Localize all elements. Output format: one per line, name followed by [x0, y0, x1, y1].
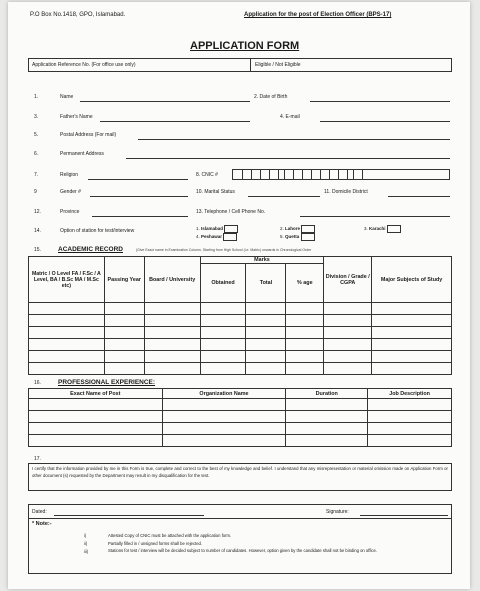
cnic-boxes[interactable] [232, 169, 450, 180]
signature-field[interactable] [360, 515, 448, 516]
father-name-field[interactable] [100, 121, 250, 122]
domicile-field[interactable] [388, 196, 450, 197]
province-label: Province [60, 209, 80, 215]
post-title: Application for the post of Election Officer (BPS-17) [244, 12, 392, 18]
father-name-label: Father's Name [60, 114, 93, 120]
form-title: APPLICATION FORM [190, 40, 300, 52]
religion-label: Religion [60, 172, 79, 178]
name-label: Name [60, 94, 74, 100]
dated-label: Dated: [32, 509, 47, 515]
email-label: 4. E-mail [280, 114, 300, 120]
declaration-box [28, 463, 452, 491]
gender-label: Gender # [60, 189, 81, 195]
table-row[interactable] [29, 399, 452, 411]
name-field[interactable] [80, 101, 250, 102]
table-row[interactable] [29, 315, 452, 327]
domicile-label: 11. Domicile District [324, 189, 368, 195]
signature-label: Signature: [326, 509, 349, 515]
reference-label: Application Reference No. (For office use only) [32, 62, 136, 68]
table-row[interactable] [29, 327, 452, 339]
academic-table: Matric / O Level FA / F.Sc / A Level, BA / B.Sc MA / M.Sc etc) Passing Year Board / University Marks Division / Grade / CGPA Major Subjects of Study Obtained Total % age [28, 256, 452, 375]
application-form-page: P.O Box No.1418, GPO, Islamabad. Application for the post of Election Officer (BPS-17) APPLICATION FORM Application Reference No. (For office use only) Eligible / Not Eligible 1. Name 2. Date of Birth 3. Father's Name 4. E-mail 5. Postal Address (For mail) 6. Permanent Address 7. Religion 8. CNIC # 9 Gender # 10. Marital Status 11. Domicile District 12. Province 13. Telephone / Cell Phone No. 14. Option of station for test/interview 1. Islamabad 4. Peshawar 2. Lahore 5. Quetta 3. Karachi 15. ACADEMIC RECORD (Give Exact name in Examination Column, Starting from High School (i.e. Matric) onwards in Chronological Order Matric / O Level FA / F.Sc / A Level, BA / B.Sc MA / M.Sc etc) Passing Year Board / University Marks Division / Grade / CGPA Major Subjects of Study Obtained Total % age 16. PROFESSIONAL EXPERIENCE: Exact Name of Post Organization Name Duration Job Description 17. I certify that the information provided by me in this Form is true, complete and correct to the best of my knowledge and belief. I understand that any misrepresentation or material omission made on Application Form or other document (s) requested by the Department may result in my disqualification for the test. Dated: Signature: * Note:- i) Attested Copy of CNIC must be attached with the application form. ii) Partially filled in / unsigned forms shall be rejected. iii) Stations for test / interview will be decided subject to number of candidates. However, option given by the candidate shall not be binding on office. [8, 2, 470, 589]
station-islamabad[interactable]: 1. Islamabad [196, 225, 238, 233]
marital-status-field[interactable] [248, 196, 320, 197]
province-field[interactable] [92, 216, 188, 217]
notes-box [28, 518, 452, 574]
academic-record-heading: ACADEMIC RECORD [58, 246, 123, 253]
academic-note: (Give Exact name in Examination Column, Starting from High School (i.e. Matric) onwards in Chronological Order [136, 248, 312, 252]
table-row[interactable] [29, 435, 452, 447]
table-row[interactable] [29, 351, 452, 363]
note-label: * Note:- [32, 521, 52, 527]
phone-field[interactable] [300, 216, 450, 217]
declaration-text: I certify that the information provided by me in this Form is true, complete and correct to the best of my knowledge and belief. I understand that any misrepresentation or material omission made on Application Form or other document (s) requested by the Department may result in my disqualification for the test. [32, 466, 448, 478]
station-karachi[interactable]: 3. Karachi [364, 225, 401, 233]
religion-field[interactable] [88, 179, 188, 180]
station-option-label: Option of station for test/interview [60, 228, 135, 234]
cnic-label: 8. CNIC # [196, 172, 218, 178]
table-row[interactable] [29, 411, 452, 423]
postal-address-label: Postal Address (For mail) [60, 132, 117, 138]
dob-field[interactable] [310, 101, 450, 102]
address: P.O Box No.1418, GPO, Islamabad. [30, 12, 126, 18]
professional-experience-heading: PROFESSIONAL EXPERIENCE: [58, 379, 156, 386]
postal-address-field[interactable] [138, 139, 450, 140]
permanent-address-label: Permanent Address [60, 151, 104, 157]
permanent-address-field[interactable] [126, 158, 450, 159]
table-row[interactable] [29, 303, 452, 315]
marital-status-label: 10. Marital Status [196, 189, 235, 195]
note-item: Partially filled in / unsigned forms shall be rejected. [108, 541, 203, 546]
table-row[interactable] [29, 363, 452, 375]
table-row[interactable] [29, 423, 452, 435]
station-peshawar[interactable]: 4. Peshawar [196, 233, 237, 241]
table-row[interactable] [29, 339, 452, 351]
dated-field[interactable] [54, 515, 204, 516]
dob-label: 2. Date of Birth [254, 94, 288, 100]
eligibility-label: Eligible / Not Eligible [255, 62, 301, 68]
email-field[interactable] [320, 121, 450, 122]
experience-table: Exact Name of Post Organization Name Duration Job Description [28, 388, 452, 447]
phone-label: 13. Telephone / Cell Phone No. [196, 209, 266, 215]
gender-field[interactable] [90, 196, 188, 197]
station-quetta[interactable]: 5. Quetta [280, 233, 315, 241]
station-lahore[interactable]: 2. Lahore [280, 225, 315, 233]
note-item: Stations for test / interview will be decided subject to number of candidates. However, option given by the candidate shall not be binding on office. [108, 548, 378, 553]
note-item: Attested Copy of CNIC must be attached with the application form. [108, 533, 232, 538]
